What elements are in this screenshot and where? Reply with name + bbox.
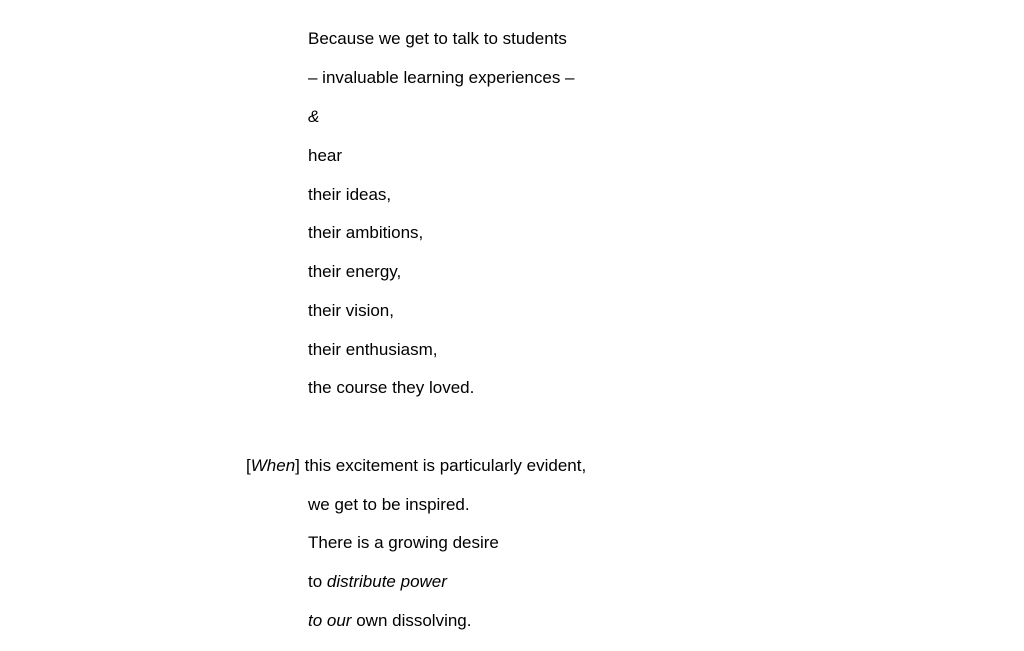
when-word: When (250, 456, 296, 475)
poem-line-8: their vision, (308, 301, 394, 320)
poem-line-9: their enthusiasm, (308, 340, 438, 359)
poem-line-10: the course they loved. (308, 378, 475, 397)
open-bracket: [ (246, 456, 251, 475)
poem-line-4: hear (308, 146, 343, 165)
poem-stanza2-line-5 (308, 610, 472, 632)
poem-line-7: their energy, (308, 262, 402, 281)
line-5-rest: own dissolving. (351, 611, 472, 630)
poem-line-2: – invaluable learning experiences – (308, 68, 575, 87)
stanza2-line-1-rest: this excitement is particularly evident, (299, 456, 587, 475)
poem-line-1: Because we get to talk to students (308, 29, 567, 48)
poem-line-5: their ideas, (308, 185, 392, 204)
poem-line-6: their ambitions, (308, 223, 424, 242)
poem-stanza2-line-1 (246, 455, 586, 477)
line-5-emphasis: to our (308, 611, 352, 630)
poem-stanza2-line-2: we get to be inspired. (308, 495, 470, 514)
poem-stanza2-line-3: There is a growing desire (308, 533, 499, 552)
close-bracket: ] (295, 456, 300, 475)
line-4-emphasis: distribute power (326, 572, 447, 591)
poem-stanza2-line-4 (308, 571, 447, 593)
poem-line-3-ampersand: & (308, 107, 320, 126)
line-4-prefix: to (308, 572, 327, 591)
